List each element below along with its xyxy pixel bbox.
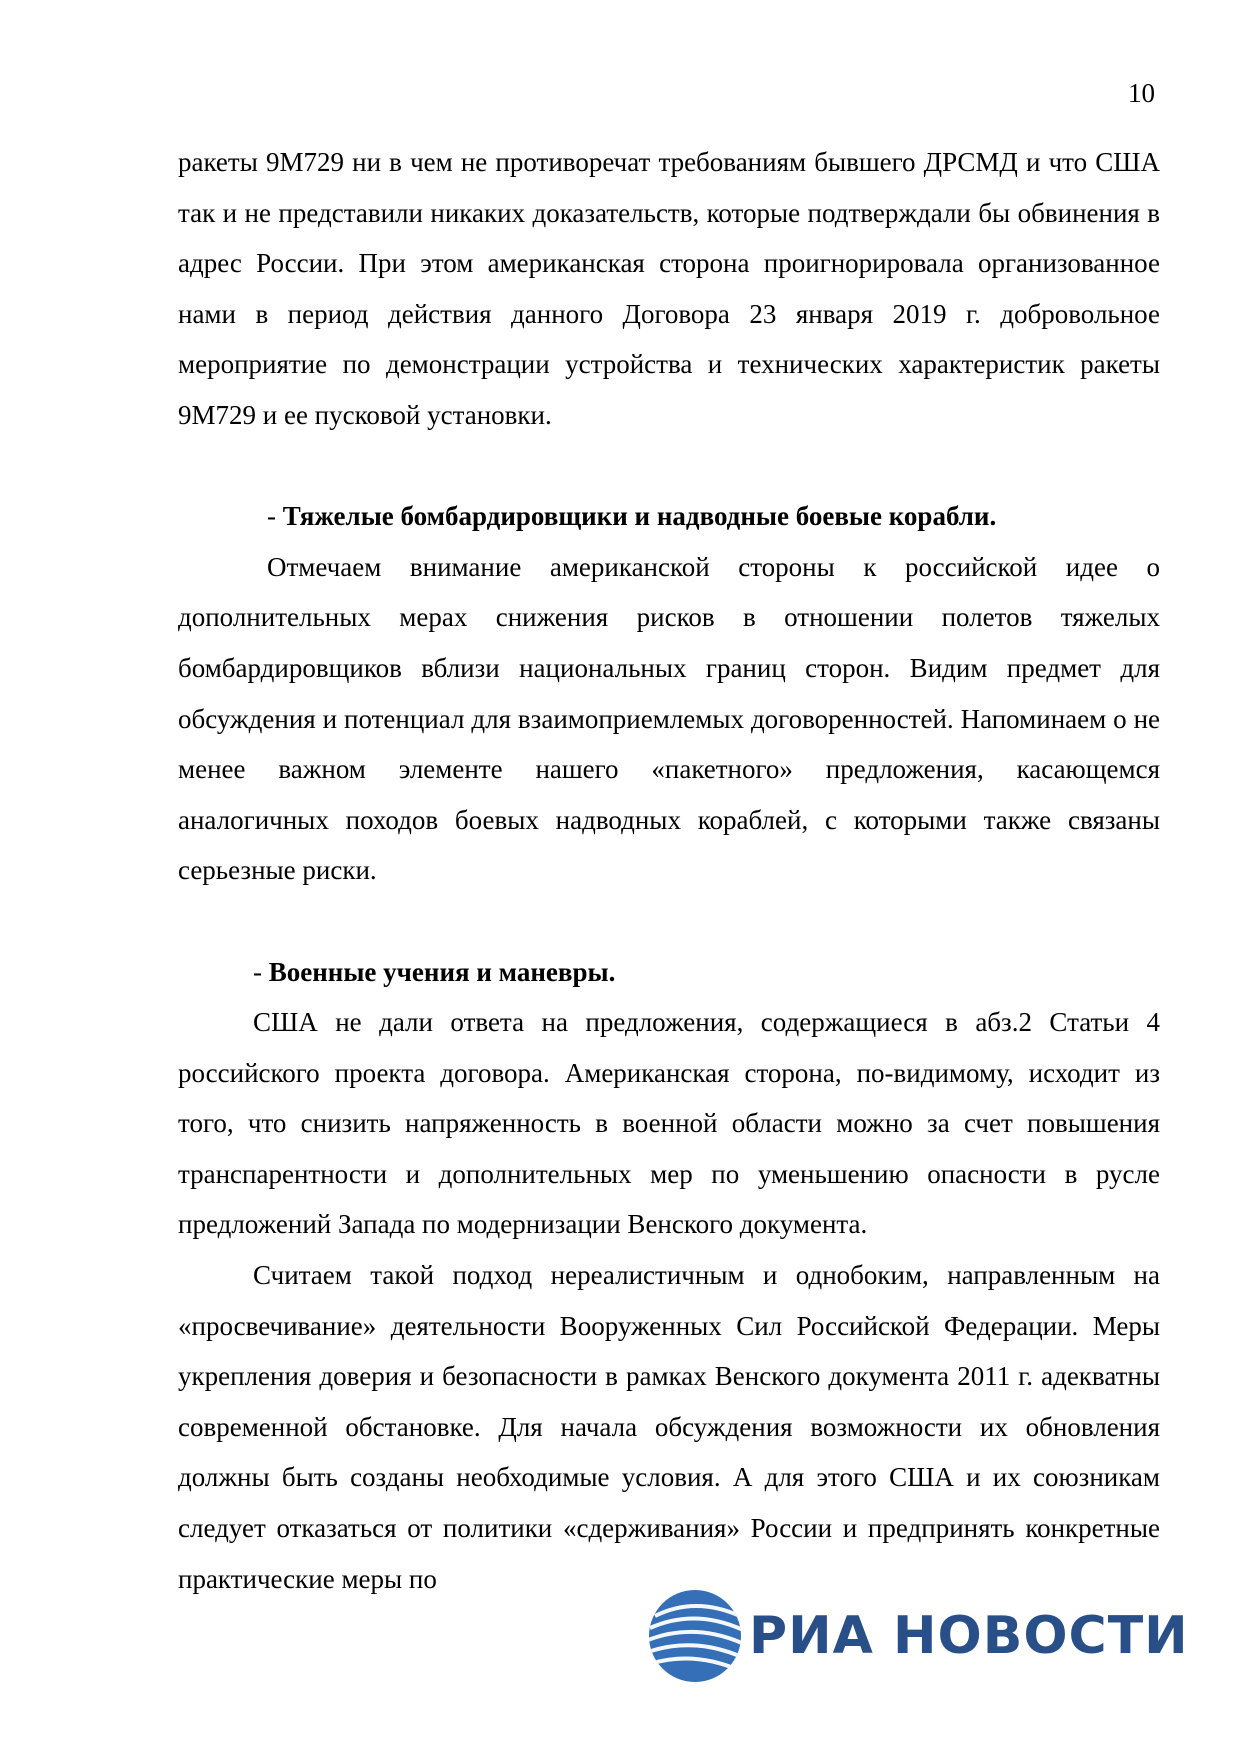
ria-novosti-wordmark: РИА НОВОСТИ — [749, 1606, 1189, 1666]
heading-title: Тяжелые бомбардировщики и надводные боевые корабли. — [282, 501, 997, 532]
spacer — [178, 896, 1160, 947]
section-heading-bombers — [178, 491, 1160, 542]
spacer — [178, 441, 1160, 492]
paragraph-bombers: Отмечаем внимание американской стороны к российской идее о дополнительных мерах снижения рисков в отношении полетов тяжелых бомбардировщиков вблизи национальных границ сторон. Видим предмет для обсуждения и потенциал для взаимоприемлемых договоренностей. Напоминаем о не менее важном элементе нашего «пакетного» предложения, касающемся аналогичных походов боевых надводных кораблей, с которыми также связаны серьезные риски. — [178, 551, 1160, 886]
paragraph-approach: Считаем такой подход нереалистичным и однобоким, направленным на «просвечивание» деятельности Вооруженных Сил Российской Федерации. Меры укрепления доверия и безопасности в рамках Венского документа 2011 г. адекватны современной обстановке. Для начала обсуждения возможности их обновления должны быть созданы необходимые условия. А для этого США и их союзникам следует отказаться от политики «сдерживания» России и предпринять конкретные практические меры по — [178, 1260, 1160, 1594]
paragraph-exercises: США не дали ответа на предложения, содержащиеся в абз.2 Статьи 4 российского проекта договора. Американская сторона, по-видимому, исходит из того, что снизить напряженность в военной области можно за счет повышения транспарентности и дополнительных мер по уменьшению опасности в русле предложений Запада по модернизации Венского документа. — [178, 1007, 1160, 1240]
heading-dash: - — [253, 956, 269, 987]
page-number: 10 — [1128, 78, 1155, 108]
heading-dash: - — [267, 501, 283, 532]
paragraph-missile: ракеты 9М729 ни в чем не противоречат требованиям бывшего ДРСМД и что США так и не представили никаких доказательств, которые подтверждали бы обвинения в адрес России. При этом американская сторона проигнорировала организованное нами в период действия данного Договора 23 января 2019 г. добровольное мероприятие по демонстрации устройства и технических характеристик ракеты 9М729 и ее пусковой установки. — [178, 147, 1160, 430]
section-heading-exercises — [178, 947, 1160, 998]
document-body — [178, 137, 1160, 1604]
heading-title: Военные учения и маневры. — [268, 956, 616, 987]
